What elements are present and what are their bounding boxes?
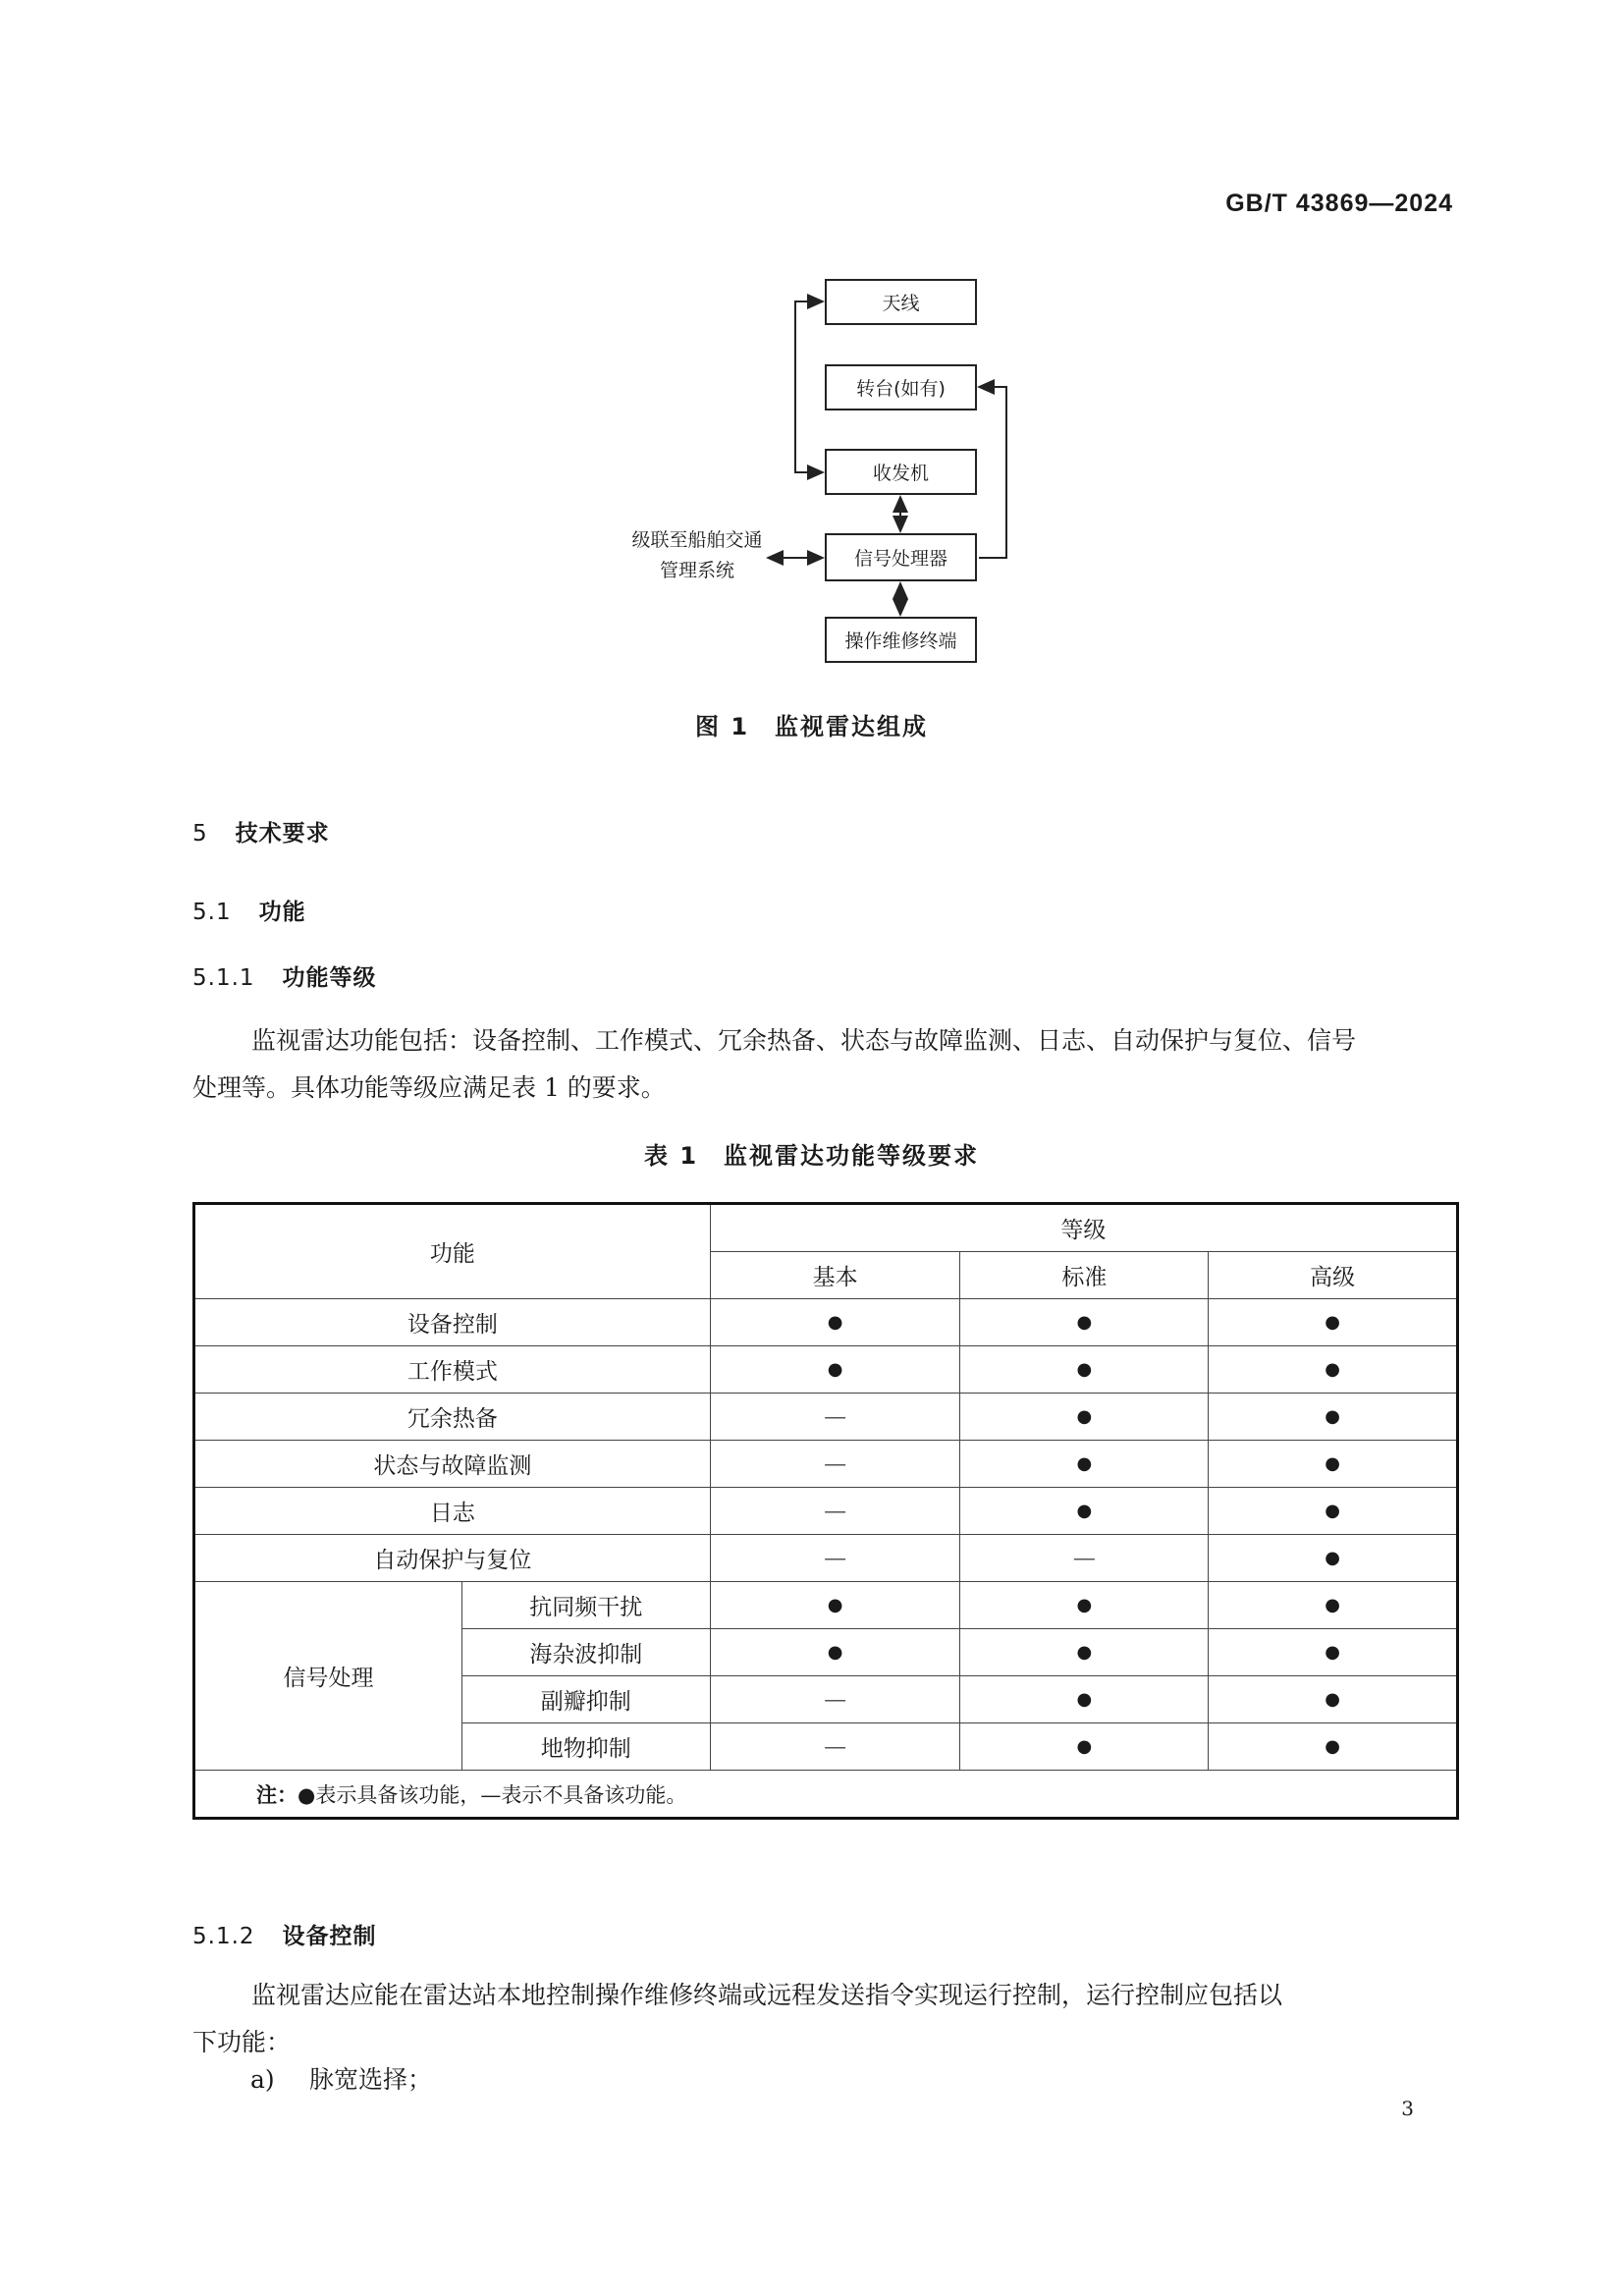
grade-cell: ● <box>1209 1676 1458 1723</box>
section-5-1-1-title: 功能等级 <box>282 965 377 991</box>
cascade-label-line1: 级联至船舶交通 <box>631 529 763 551</box>
page-number: 3 <box>1401 2097 1414 2120</box>
grade-cell: ● <box>960 1441 1209 1488</box>
table-row <box>194 1394 1458 1441</box>
table-caption: 表 1 监视雷达功能等级要求 <box>643 1142 980 1170</box>
list-marker: a) <box>250 2065 275 2094</box>
table-row <box>194 1535 1458 1582</box>
grade-cell: ● <box>960 1394 1209 1441</box>
paragraph-line: 监视雷达应能在雷达站本地控制操作维修终端或远程发送指令实现运行控制，运行控制应包括以 <box>251 1981 1283 2009</box>
row-name: 日志 <box>194 1488 711 1535</box>
table-header-row <box>194 1204 1458 1252</box>
grade-cell: ● <box>960 1488 1209 1535</box>
list-item-a <box>250 2060 432 2096</box>
group-name-signal-processing: 信号处理 <box>194 1582 462 1771</box>
grade-cell: — <box>960 1535 1209 1582</box>
row-name: 自动保护与复位 <box>194 1535 711 1582</box>
grade-cell: ● <box>710 1582 960 1629</box>
paragraph-line: 处理等。具体功能等级应满足表 1 的要求。 <box>192 1073 666 1102</box>
section-5-1-1-heading <box>192 959 377 992</box>
grade-cell: ● <box>1209 1488 1458 1535</box>
table-note <box>194 1771 1458 1819</box>
row-name: 工作模式 <box>194 1346 711 1394</box>
sub-row-name: 副瓣抑制 <box>461 1676 710 1723</box>
list-item-text: 脉宽选择； <box>309 2065 433 2094</box>
processor-turntable-line <box>979 387 1006 558</box>
section-5-1-heading <box>192 894 306 926</box>
function-grade-table <box>192 1202 1459 1820</box>
table-row <box>194 1441 1458 1488</box>
header-level-advanced: 高级 <box>1209 1252 1458 1299</box>
grade-cell: — <box>710 1488 960 1535</box>
grade-cell: — <box>710 1723 960 1771</box>
row-name: 状态与故障监测 <box>194 1441 711 1488</box>
grade-cell: ● <box>710 1629 960 1676</box>
header-grade: 等级 <box>710 1204 1457 1252</box>
header-level-basic: 基本 <box>710 1252 960 1299</box>
grade-cell: ● <box>1209 1535 1458 1582</box>
section-5-1-1-paragraph <box>192 1017 1459 1112</box>
block-turntable: 转台(如有) <box>825 364 977 410</box>
grade-cell: ● <box>1209 1629 1458 1676</box>
antenna-transceiver-line <box>795 301 823 472</box>
grade-cell: — <box>710 1535 960 1582</box>
grade-cell: ● <box>1209 1394 1458 1441</box>
grade-cell: ● <box>960 1629 1209 1676</box>
table-row <box>194 1488 1458 1535</box>
section-5-1-2-number: 5.1.2 <box>192 1924 255 1949</box>
block-signal-processor: 信号处理器 <box>825 533 977 581</box>
grade-cell: ● <box>960 1299 1209 1346</box>
paragraph-line: 下功能： <box>192 2028 292 2056</box>
header-function: 功能 <box>194 1204 711 1299</box>
grade-cell: — <box>710 1676 960 1723</box>
grade-cell: ● <box>1209 1582 1458 1629</box>
section-5-1-2-heading <box>192 1918 377 1950</box>
row-name: 冗余热备 <box>194 1394 711 1441</box>
section-5-heading <box>192 815 330 847</box>
grade-cell: ● <box>1209 1441 1458 1488</box>
grade-cell: ● <box>960 1582 1209 1629</box>
block-antenna: 天线 <box>825 279 977 325</box>
grade-cell: ● <box>1209 1346 1458 1394</box>
note-text: ●表示具备该功能，—表示不具备该功能。 <box>298 1782 687 1807</box>
block-transceiver: 收发机 <box>825 449 977 495</box>
header-level-standard: 标准 <box>960 1252 1209 1299</box>
section-5-1-number: 5.1 <box>192 900 232 925</box>
grade-cell: ● <box>1209 1299 1458 1346</box>
paragraph-line: 监视雷达功能包括：设备控制、工作模式、冗余热备、状态与故障监测、日志、自动保护与复位、信号 <box>251 1026 1357 1055</box>
grade-cell: ● <box>960 1723 1209 1771</box>
section-5-title: 技术要求 <box>235 821 330 847</box>
grade-cell: ● <box>1209 1723 1458 1771</box>
block-operation-terminal: 操作维修终端 <box>825 617 977 663</box>
grade-cell: ● <box>710 1299 960 1346</box>
section-5-1-2-paragraph <box>192 1972 1459 2066</box>
sub-row-name: 海杂波抑制 <box>461 1629 710 1676</box>
standard-code: GB/T 43869—2024 <box>1225 190 1453 217</box>
sub-row-name: 地物抑制 <box>461 1723 710 1771</box>
diagram-connectors <box>0 0 1623 746</box>
table-row <box>194 1346 1458 1394</box>
section-5-number: 5 <box>192 821 208 847</box>
note-label: 注： <box>256 1782 298 1807</box>
section-5-1-1-number: 5.1.1 <box>192 965 255 991</box>
section-5-1-title: 功能 <box>258 900 306 925</box>
grade-cell: ● <box>960 1676 1209 1723</box>
grade-cell: — <box>710 1394 960 1441</box>
cascade-label-line2: 管理系统 <box>659 560 734 581</box>
table-row <box>194 1582 1458 1629</box>
table-row <box>194 1299 1458 1346</box>
sub-row-name: 抗同频干扰 <box>461 1582 710 1629</box>
section-5-1-2-title: 设备控制 <box>282 1924 377 1949</box>
table-note-row <box>194 1771 1458 1819</box>
grade-cell: ● <box>960 1346 1209 1394</box>
row-name: 设备控制 <box>194 1299 711 1346</box>
grade-cell: — <box>710 1441 960 1488</box>
grade-cell: ● <box>710 1346 960 1394</box>
figure-caption: 图 1 监视雷达组成 <box>694 713 929 740</box>
